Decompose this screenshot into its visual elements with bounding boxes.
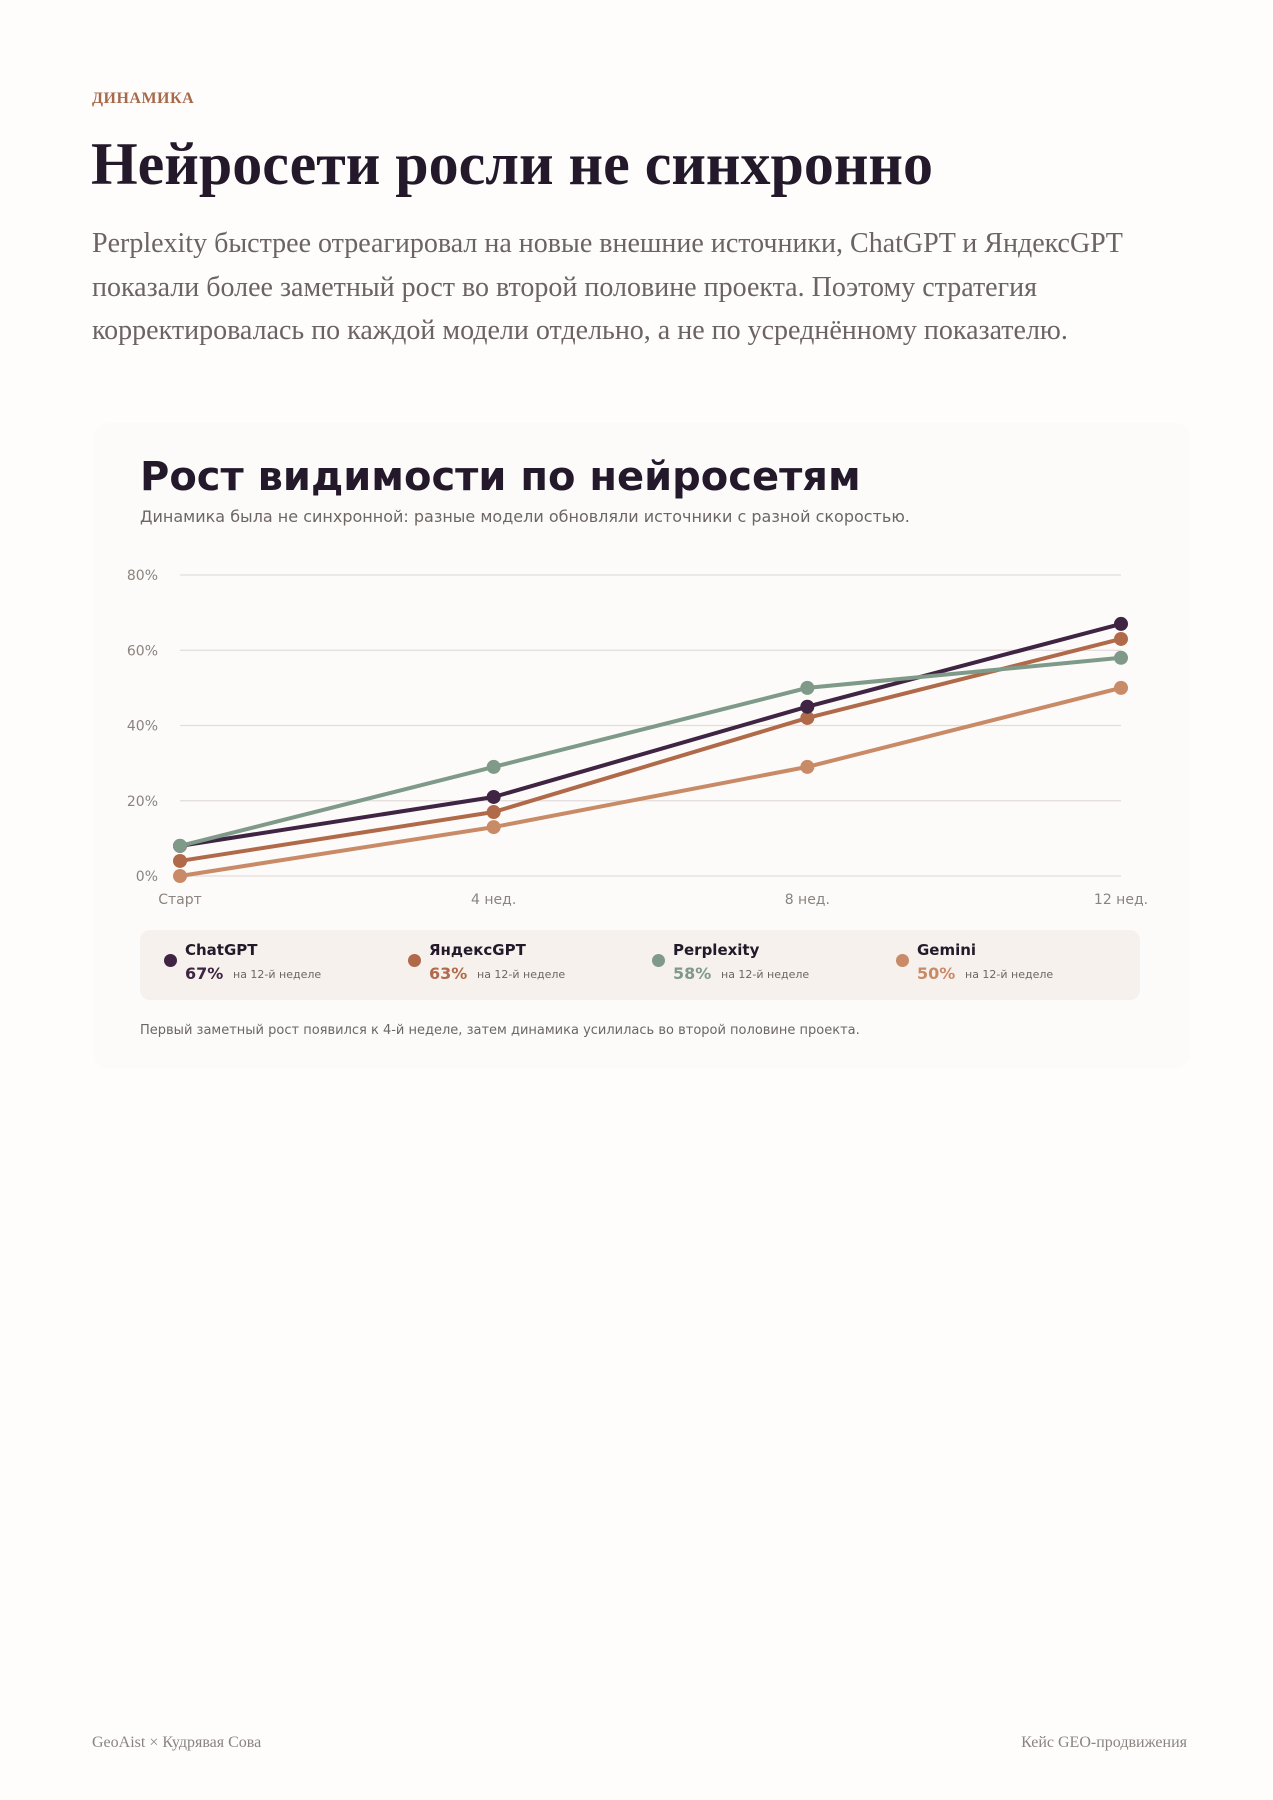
data-point-яндексgpt [487,805,501,819]
legend-dot-icon [896,954,909,967]
chart-title: Рост видимости по нейросетям [140,454,861,500]
data-point-яндексgpt [1114,632,1128,646]
legend-name: Gemini [917,941,977,959]
footer-case-label: Кейс GEO-продвижения [1021,1734,1187,1751]
legend-value: 58% [673,964,712,983]
legend-item-yandexgpt [384,930,624,1000]
data-point-gemini [487,820,501,834]
y-tick-label: 40% [126,718,158,735]
lead-paragraph: Perplexity быстрее отреагировал на новые внешние источники, ChatGPT и ЯндексGPT показали более заметный рост во второй половине проекта. Поэтому стратегия корректировалась по каждой модели отдельно, а не по усреднённому показателю. [92,228,1123,346]
legend-name: ChatGPT [185,941,258,959]
data-point-chatgpt [1114,617,1128,631]
legend-value: 50% [917,964,956,983]
data-point-chatgpt [800,700,814,714]
legend-dot-icon [164,954,177,967]
y-tick-label: 20% [126,793,158,810]
footer-brand: GeoAist × Кудрявая Сова [92,1734,262,1751]
chart-legend [140,930,1140,1000]
data-point-perplexity [173,839,187,853]
legend-value: 67% [185,964,224,983]
legend-item-perplexity [628,930,868,1000]
legend-dot-icon [408,954,421,967]
x-tick-label: Старт [158,892,202,908]
data-point-gemini [800,760,814,774]
legend-note: на 12-й неделе [233,968,322,981]
legend-item-chatgpt [140,930,380,1000]
legend-item-gemini [872,930,1112,1000]
chart-footnote: Первый заметный рост появился к 4-й неделе, затем динамика усилилась во второй половине проекта. [140,1023,860,1038]
chart-subtitle: Динамика была не синхронной: разные модели обновляли источники с разной скоростью. [140,507,910,526]
series-line-gemini [180,688,1121,876]
section-eyebrow: ДИНАМИКА [92,90,195,107]
legend-name: ЯндексGPT [429,941,526,959]
y-tick-label: 0% [135,869,158,885]
series-line-chatgpt [180,624,1121,846]
legend-note: на 12-й неделе [477,968,566,981]
page-title: Нейросети росли не синхронно [91,131,933,197]
data-point-perplexity [487,760,501,774]
legend-value: 63% [429,964,468,983]
data-point-perplexity [1114,651,1128,665]
legend-note: на 12-й неделе [965,968,1054,981]
legend-note: на 12-й неделе [721,968,810,981]
y-tick-label: 60% [126,643,158,660]
x-tick-label: 12 нед. [1093,892,1149,908]
data-point-gemini [1114,681,1128,695]
data-point-яндексgpt [173,854,187,868]
legend-name: Perplexity [673,941,760,959]
data-point-chatgpt [487,790,501,804]
data-point-perplexity [800,681,814,695]
data-point-gemini [173,869,187,883]
y-tick-label: 80% [126,568,158,584]
legend-dot-icon [652,954,665,967]
x-tick-label: 4 нед. [471,892,517,908]
x-tick-label: 8 нед. [784,892,830,908]
